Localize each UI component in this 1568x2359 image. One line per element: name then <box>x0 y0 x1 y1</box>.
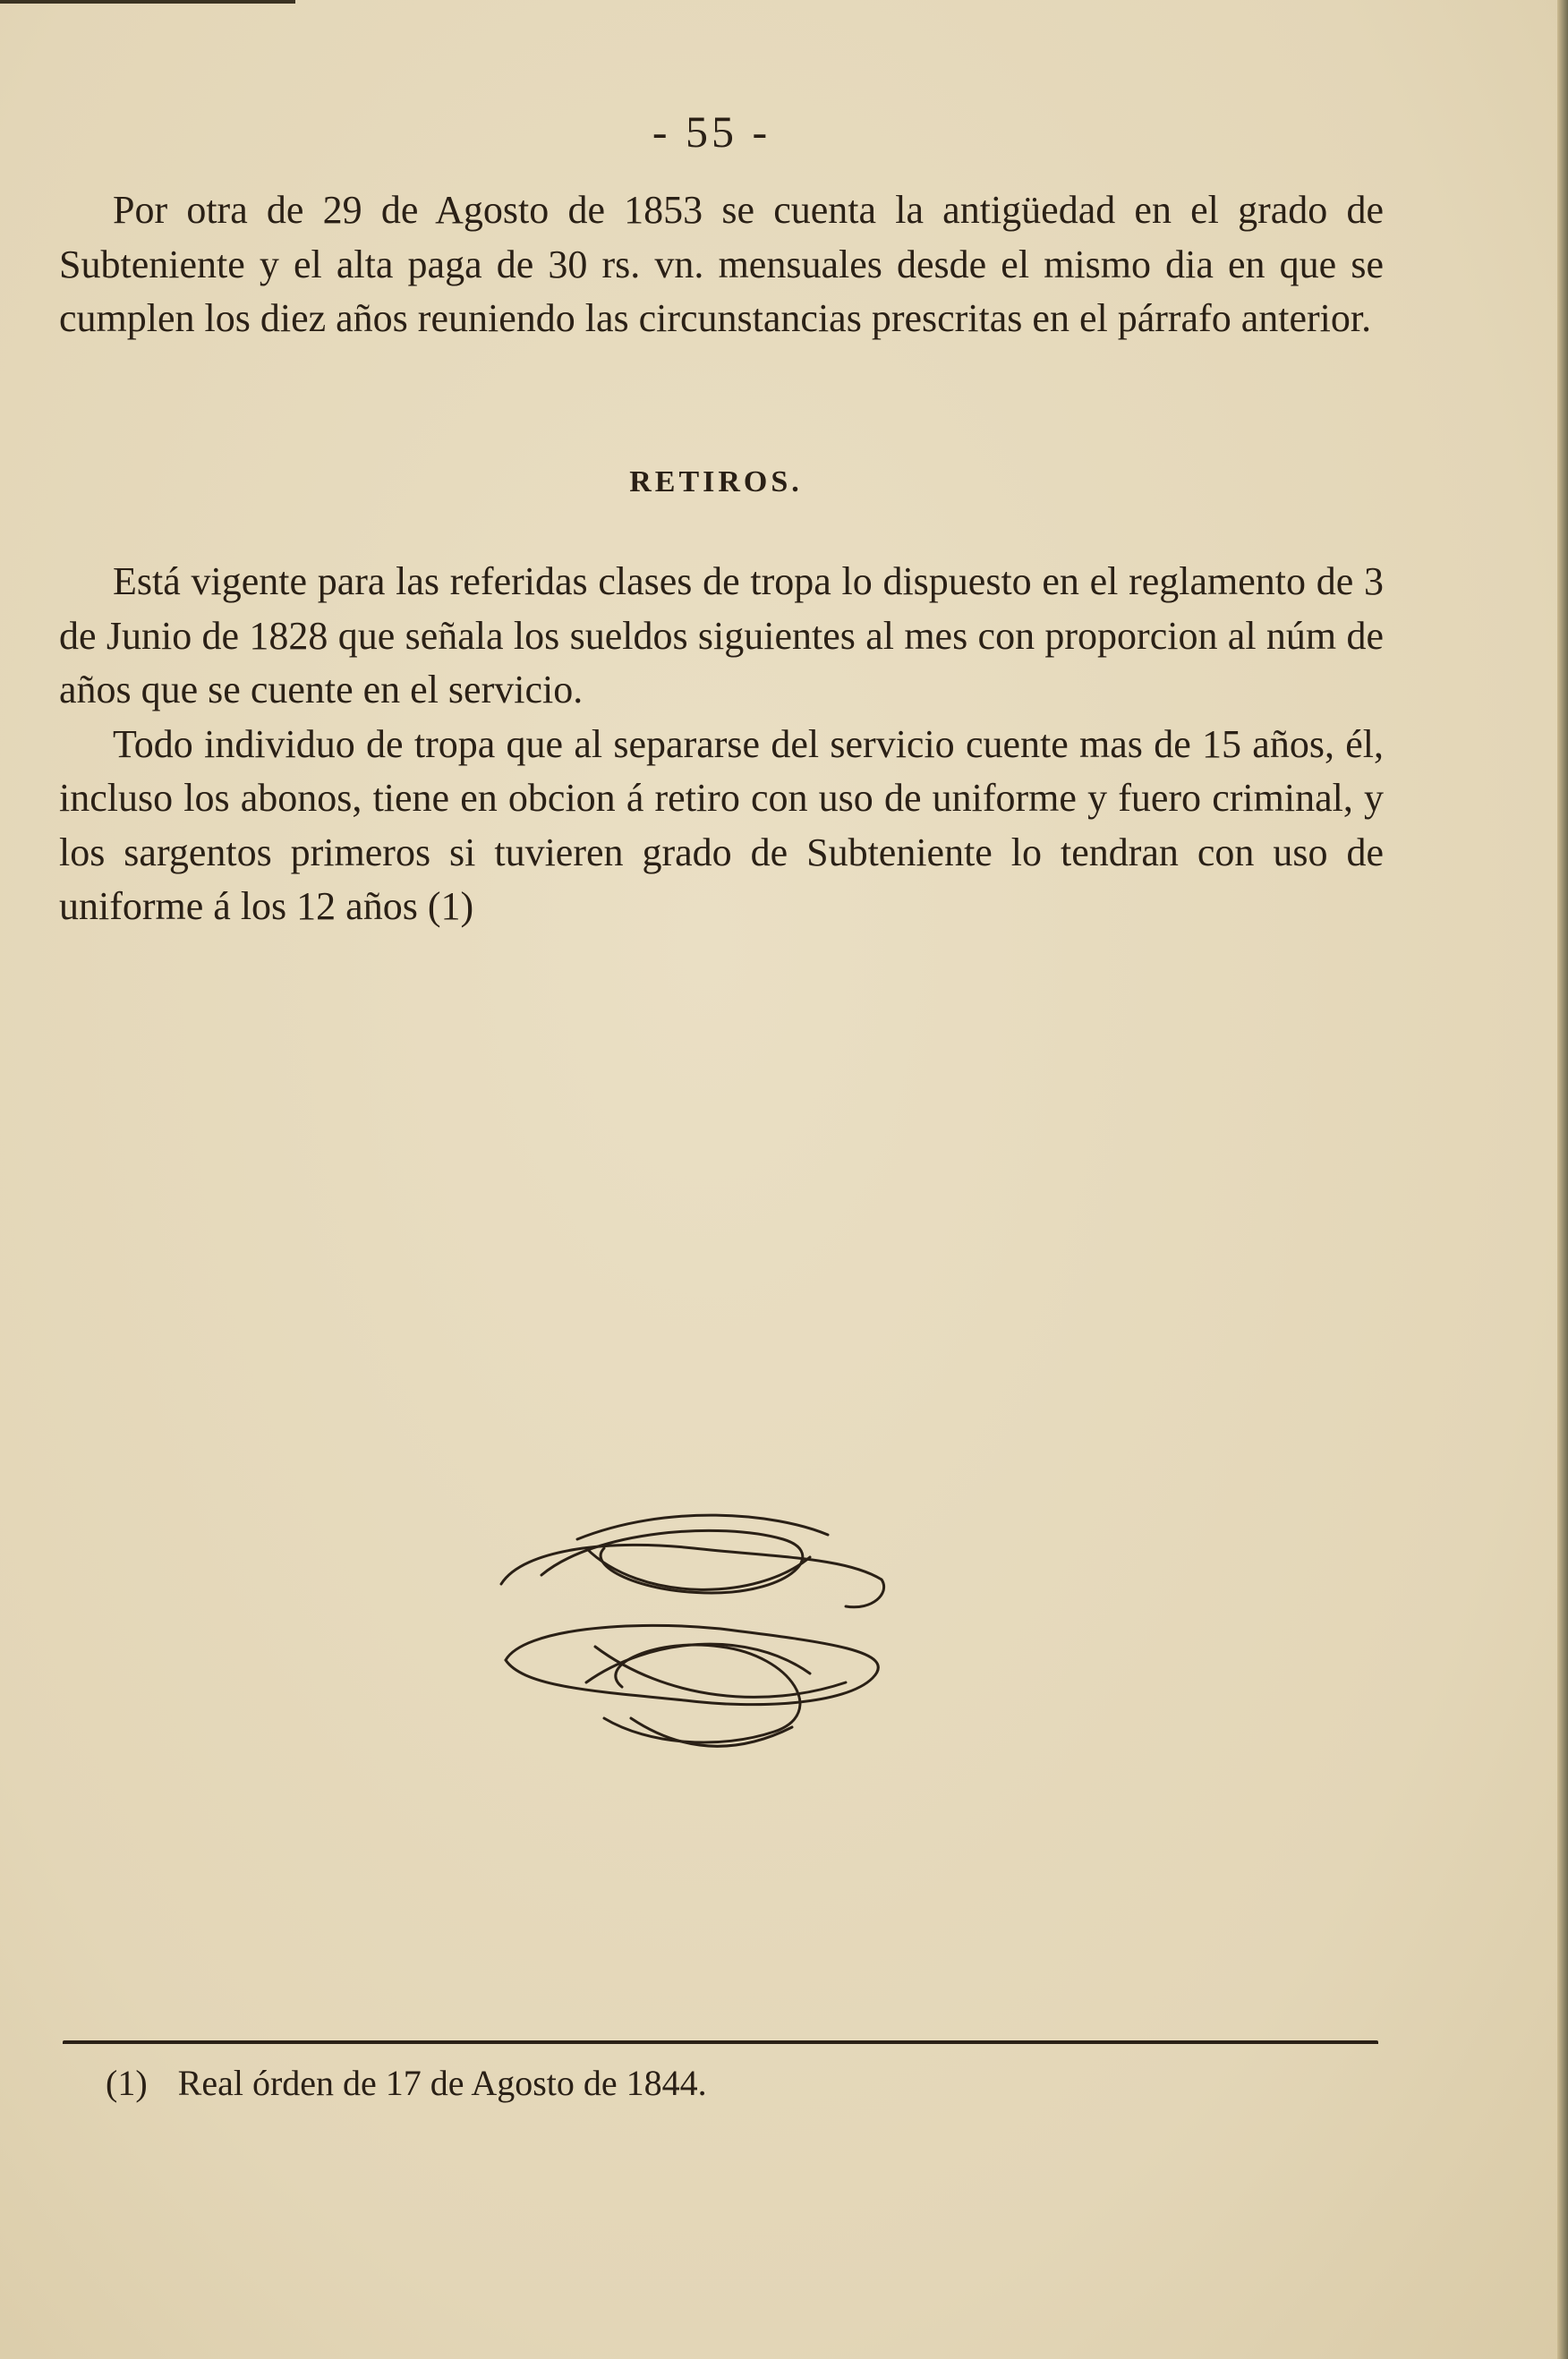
flourish-ornament <box>488 1495 899 1763</box>
footnote-marker: (1) <box>106 2063 148 2103</box>
paragraph-2: Está vigente para las referidas clases de tropa lo dispuesto en el reglamento de 3 de Junio de 1828 que señala los sueldos siguientes al mes con proporcion al núm de años que se cuente en el servicio. <box>59 559 1384 711</box>
section-heading: RETIROS. <box>629 465 803 498</box>
footnote <box>106 2057 1341 2110</box>
page-edge <box>1557 0 1568 2359</box>
page-number: - 55 - <box>652 106 771 157</box>
footnote-text: Real órden de 17 de Agosto de 1844. <box>177 2063 707 2103</box>
text-block-1 <box>59 183 1384 346</box>
text-block-2 <box>59 555 1384 934</box>
footnote-divider <box>63 2040 1378 2047</box>
top-rule <box>0 0 295 4</box>
paragraph-1: Por otra de 29 de Agosto de 1853 se cuenta la antigüedad en el grado de Subteniente y el alta paga de 30 rs. vn. mensuales desde el mismo dia en que se cumplen los diez años reuniendo las circunstancias prescritas en el párrafo anterior. <box>59 188 1384 340</box>
paragraph-3: Todo individuo de tropa que al separarse del servicio cuente mas de 15 años, él, incluso los abonos, tiene en obcion á retiro con uso de uniforme y fuero criminal, y los sargentos primeros si tuvieren grado de Subteniente lo tendran con uso de uniforme á los 12 años (1) <box>59 721 1384 928</box>
